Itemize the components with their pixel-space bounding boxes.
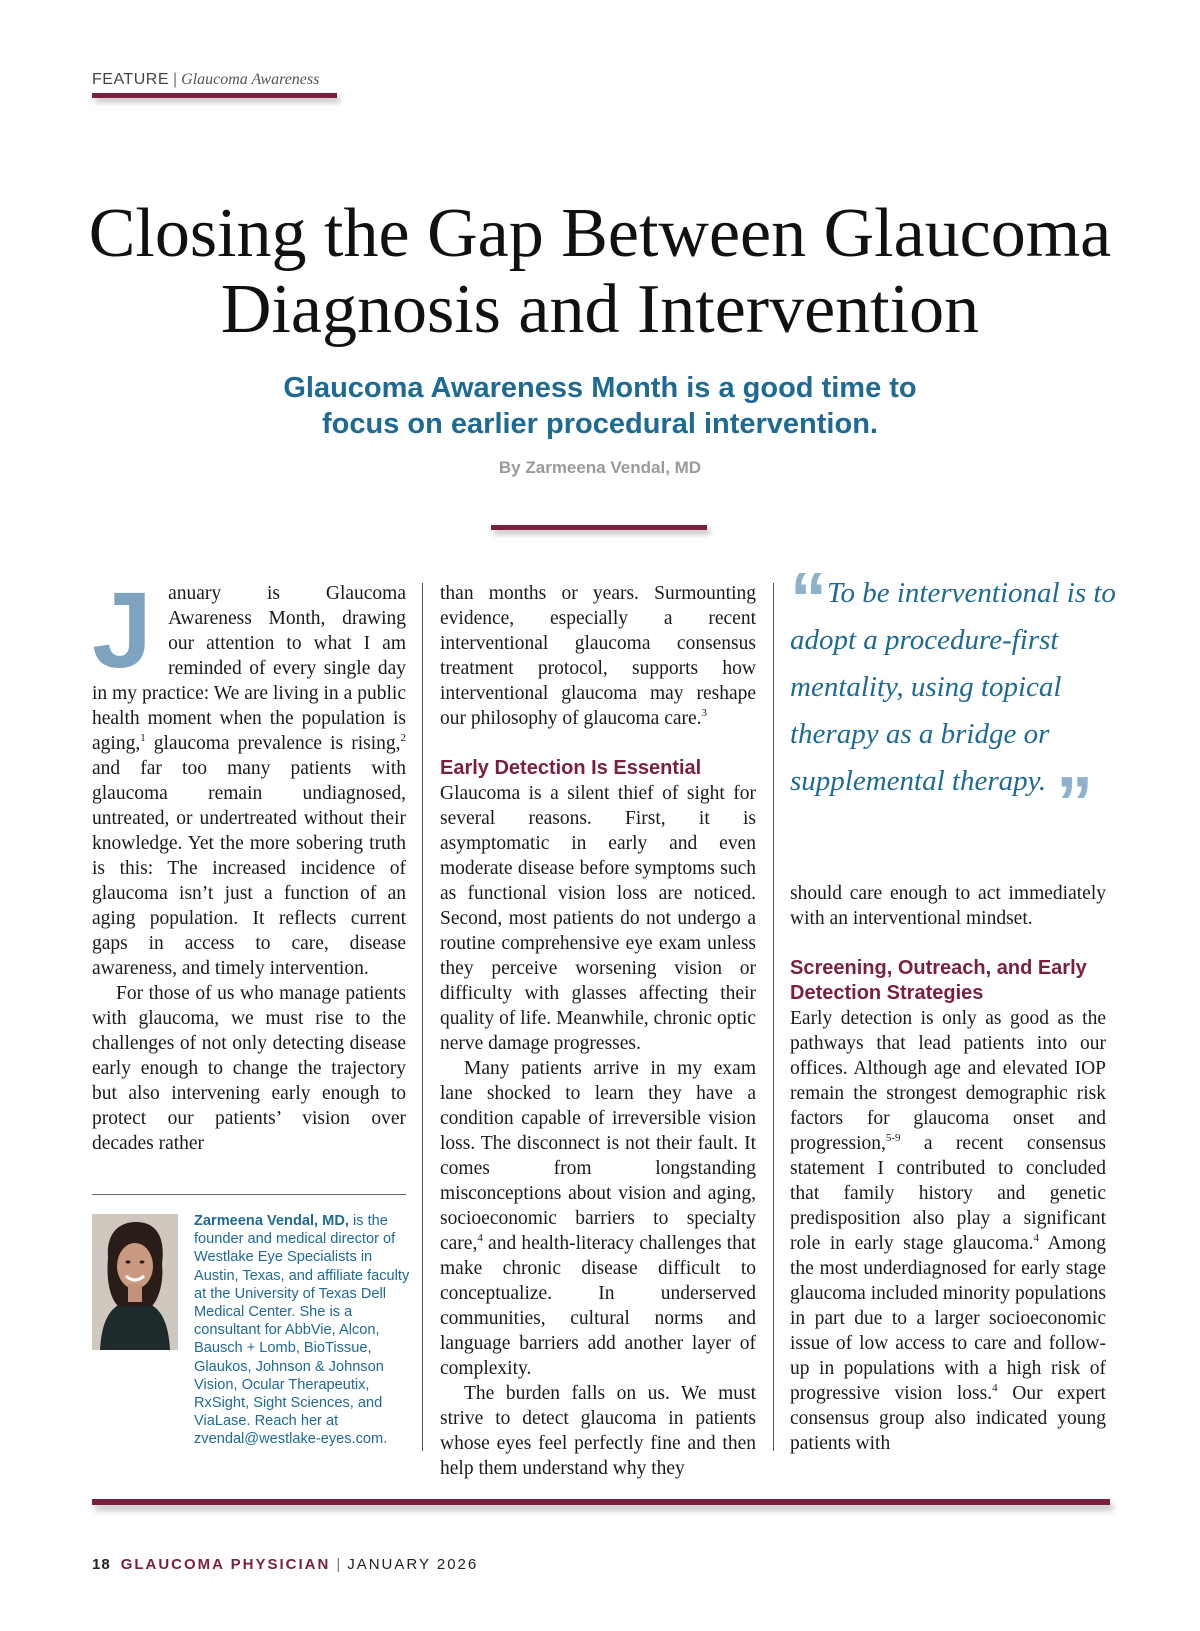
reference-4c: 4: [992, 1382, 998, 1394]
column-2: [440, 581, 756, 1481]
paragraph-2: For those of us who manage patients with glaucoma, we must rise to the challenges of not only detecting disease early enough to change the trajectory but also intervening early enough to protect our patients’ vision over decades rather: [92, 983, 406, 1154]
paragraph-continued: [440, 581, 756, 731]
bio-rule: [92, 1194, 406, 1195]
footer-rule: [92, 1499, 1110, 1505]
author-photo: [92, 1214, 178, 1350]
intro-text-a: anuary is Glaucoma Awareness Month, drawing our attention to what I am reminded of every single day in my practice: We are living in a public health moment when the population is aging,: [92, 583, 406, 754]
column-divider-2: [773, 583, 774, 1451]
title-line-1: Closing the Gap Between Glaucoma: [88, 195, 1112, 272]
close-quote-icon: ”: [1056, 761, 1088, 844]
reference-2: 2: [400, 732, 406, 744]
col2-text-b: Many patients arrive in my exam lane shocked to learn they have a condition capable of irreversible vision loss. The disconnect is not their fault. It comes from longstanding misconceptions about vision and aging, socioeconomic barriers to specialty care,: [440, 1058, 756, 1254]
col3-text-d: Our expert consensus group also indicated young patients with: [790, 1383, 1106, 1454]
header-rule: [92, 93, 337, 98]
paragraph-pathways: [790, 1006, 1106, 1456]
col3-text-a: Early detection is only as good as the pathways that lead patients into our offices. Although age and elevated IOP remain the strongest demographic risk factors for glaucoma onset and progression,: [790, 1008, 1106, 1154]
col3-text-c: Among the most underdiagnosed for early stage glaucoma included minority populations in part due to a larger socioeconomic issue of low access to care and follow-up in populations with a high risk of progressive vision loss.: [790, 1233, 1106, 1404]
column-divider-1: [422, 583, 423, 1451]
section-topic: Glaucoma Awareness: [181, 71, 320, 88]
author-name: Zarmeena Vendal, MD,: [194, 1213, 349, 1229]
pull-quote-text: To be interventional is to adopt a procedure-first mentality, using topical therapy as a bridge or supplemental therapy.: [790, 577, 1116, 797]
col2-text-a: than months or years. Surmounting evidence, especially a recent interventional glaucoma consensus treatment protocol, supports how interventional glaucoma may reshape our philosophy of glaucoma care.: [440, 583, 756, 729]
subhead-early-detection: Early Detection Is Essential: [440, 757, 702, 779]
page-number: 18: [92, 1556, 111, 1573]
author-bio: [194, 1212, 414, 1449]
column-3: [790, 881, 1106, 1456]
title-line-2: Diagnosis and Intervention: [220, 271, 980, 348]
intro-text-b: glaucoma prevalence is rising,: [145, 733, 401, 754]
col3-text-b: a recent consensus statement I contributed to concluded that family history and genetic predisposition also play a significant role in early stage glaucoma.: [790, 1133, 1106, 1254]
open-quote-icon: “: [790, 557, 821, 640]
reference-5-9: 5-9: [885, 1132, 901, 1144]
paragraph-mindset: should care enough to act immediately with an interventional mindset.: [790, 883, 1106, 929]
page-footer: [92, 1556, 478, 1573]
author-portrait-image: [92, 1214, 178, 1350]
subhead-screening: Screening, Outreach, and Early Detection Strategies: [790, 957, 1087, 1004]
reference-1: 1: [140, 732, 146, 744]
footer-separator: |: [336, 1556, 342, 1573]
drop-cap: J: [92, 569, 153, 690]
deck-line-1: Glaucoma Awareness Month is a good time to: [283, 372, 917, 404]
author-bio-text: is the founder and medical director of Westlake Eye Specialists in Austin, Texas, and affiliate faculty at the University of Texas Dell Medical Center. She is a consultant for AbbVie, Alcon, Bausch + Lomb, BioTissue, Glaukos, Johnson & Johnson Vision, Ocular Therapeutix, RxSight, Sight Sciences, and ViaLase. Reach her at zvendal@westlake-eyes.com.: [194, 1213, 410, 1448]
article-title: [40, 196, 1160, 348]
byline: By Zarmeena Vendal, MD: [498, 458, 702, 477]
section-kicker: FEATURE: [92, 71, 169, 88]
issue-date: JANUARY 2026: [347, 1556, 479, 1573]
paragraph-silent-thief: Glaucoma is a silent thief of sight for several reasons. First, it is asymptomatic in early and even moderate disease before symptoms such as functional vision loss are noticed. Second, most patients do not undergo a routine comprehensive eye exam unless they perceive worsening vision or difficulty with glasses affecting their quality of life. Meanwhile, chronic optic nerve damage progresses.: [440, 783, 756, 1054]
intro-text-c: and far too many patients with glaucoma remain undiagnosed, untreated, or undertreated without their knowledge. Yet the more sobering truth is this: The increased incidence of glaucoma isn’t just a function of an aging population. It reflects current gaps in access to care, disease awareness, and timely intervention.: [92, 758, 406, 979]
column-1: [92, 569, 406, 1156]
reference-3: 3: [701, 707, 708, 719]
magazine-name: GLAUCOMA PHYSICIAN: [120, 1556, 331, 1573]
paragraph-burden: The burden falls on us. We must strive to detect glaucoma in patients whose eyes feel perfectly fine and then help them understand why they: [440, 1383, 756, 1479]
deck-line-2: focus on earlier procedural intervention.: [322, 408, 878, 440]
col2-text-c: and health-literacy challenges that make chronic disease difficult to conceptualize. In underserved communities, cultural norms and language barriers add another layer of complexity.: [440, 1233, 756, 1379]
paragraph-intro: [92, 569, 406, 981]
section-tag: [92, 71, 319, 89]
byline-rule: [491, 525, 707, 530]
pull-quote: [790, 557, 1120, 844]
reference-4: 4: [477, 1232, 483, 1244]
section-separator: |: [172, 71, 178, 88]
paragraph-exam-lane: [440, 1056, 756, 1381]
reference-4b: 4: [1033, 1232, 1039, 1244]
article-deck: [110, 370, 1090, 442]
